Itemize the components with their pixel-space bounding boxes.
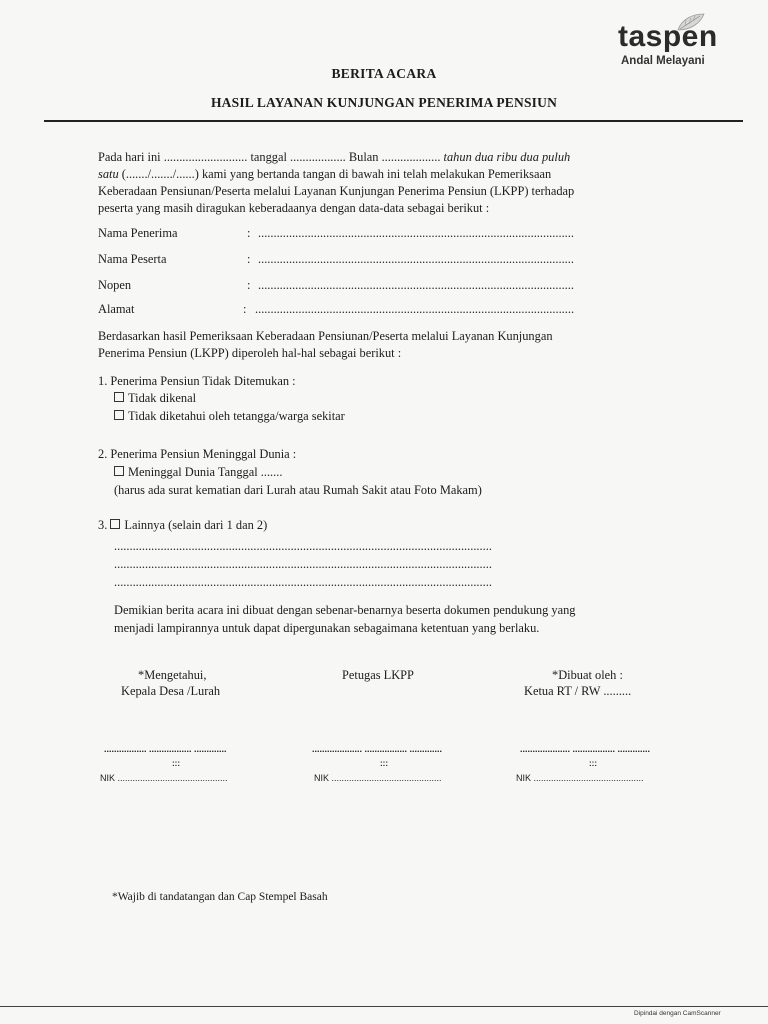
item-2-title: 2. Penerima Pensiun Meninggal Dunia : xyxy=(98,447,297,461)
field-value-nama-peserta: ...................................................................................................... xyxy=(258,252,574,266)
field-colon: : xyxy=(243,302,247,316)
intro-line-4: peserta yang masih diragukan keberadaanya dengan data-data sebagai berikut : xyxy=(98,201,490,215)
signature-3-title: Ketua RT / RW ......... xyxy=(524,684,632,698)
document-title: BERITA ACARA xyxy=(331,66,437,81)
signature-1-role: *Mengetahui, xyxy=(138,668,207,682)
header-divider xyxy=(44,120,743,122)
item-2-option-1-label: Meninggal Dunia Tanggal ....... xyxy=(128,465,283,479)
findings-line-2: Penerima Pensiun (LKPP) diperoleh hal-hal sebagai berikut : xyxy=(98,346,402,360)
field-value-nama-penerima: ...................................................................................................... xyxy=(258,226,574,240)
intro-year-text: tahun dua ribu dua puluh xyxy=(443,150,571,164)
intro-line-3: Keberadaan Pensiunan/Peserta melalui Layanan Kunjungan Penerima Pensiun (LKPP) terhadap xyxy=(98,184,575,198)
item-2-option-1 xyxy=(114,465,282,480)
signature-2-name-line: .................... ................. ............. xyxy=(312,744,443,754)
field-value-nopen: ...................................................................................................... xyxy=(258,278,574,292)
item-3-label: Lainnya (selain dari 1 dan 2) xyxy=(124,518,268,532)
field-label-nopen: Nopen xyxy=(98,278,132,292)
signature-1-name-line: ................. ................. ............. xyxy=(104,744,227,754)
footnote: *Wajib di tandatangan dan Cap Stempel Basah xyxy=(112,891,328,903)
item-3-dotted-line-1: .......................................................................................................................... xyxy=(114,539,492,553)
checkbox[interactable] xyxy=(114,466,124,476)
checkbox[interactable] xyxy=(114,410,124,420)
item-1-title: 1. Penerima Pensiun Tidak Ditemukan : xyxy=(98,374,296,388)
intro-line-2-text: (......./......./......) kami yang bertanda tangan di bawah ini telah melakukan Pemeriksaan xyxy=(121,167,552,181)
bottom-divider xyxy=(0,1006,768,1007)
intro-year-suffix: satu xyxy=(98,167,119,181)
field-colon: : xyxy=(247,278,251,292)
field-label-alamat: Alamat xyxy=(98,302,135,316)
field-colon: : xyxy=(247,226,251,240)
findings-line-1: Berdasarkan hasil Pemeriksaan Keberadaan Pensiunan/Peserta melalui Layanan Kunjungan xyxy=(98,329,553,343)
field-value-alamat: ....................................................................................................... xyxy=(255,302,575,316)
document-subtitle: HASIL LAYANAN KUNJUNGAN PENERIMA PENSIUN xyxy=(210,95,558,110)
field-label-nama-penerima: Nama Penerima xyxy=(98,226,178,240)
signature-1-separator: ::: xyxy=(172,759,180,768)
checkbox[interactable] xyxy=(110,519,120,529)
item-3-title xyxy=(98,518,267,533)
signature-2-nik: NIK ............................................ xyxy=(314,773,442,783)
signature-3-separator: ::: xyxy=(589,759,597,768)
item-1-option-1 xyxy=(114,391,196,406)
item-1-option-2 xyxy=(114,409,345,424)
item-2-note: (harus ada surat kematian dari Lurah atau Rumah Sakit atau Foto Makam) xyxy=(114,483,482,497)
signature-3-role: *Dibuat oleh : xyxy=(552,668,623,682)
item-1-option-1-label: Tidak dikenal xyxy=(128,391,197,405)
signature-2-role: Petugas LKPP xyxy=(342,668,414,682)
field-colon: : xyxy=(247,252,251,266)
item-3-dotted-line-3: .......................................................................................................................... xyxy=(114,575,492,589)
field-label-nama-peserta: Nama Peserta xyxy=(98,252,167,266)
closing-line-1: Demikian berita acara ini dibuat dengan sebenar-benarnya beserta dokumen pendukung yang xyxy=(114,603,576,617)
closing-line-2: menjadi lampirannya untuk dapat dipergunakan sebagaimana ketentuan yang berlaku. xyxy=(114,621,540,635)
brand-tagline: Andal Melayani xyxy=(621,55,705,67)
checkbox[interactable] xyxy=(114,392,124,402)
item-3-dotted-line-2: .......................................................................................................................... xyxy=(114,557,492,571)
signature-3-nik: NIK ............................................ xyxy=(516,773,644,783)
signature-1-nik: NIK ............................................ xyxy=(100,773,228,783)
intro-line-1 xyxy=(98,150,663,165)
item-1-option-2-label: Tidak diketahui oleh tetangga/warga sekitar xyxy=(128,409,345,423)
signature-3-name-line: .................... ................. ............. xyxy=(520,744,651,754)
intro-line-2 xyxy=(98,167,663,182)
signature-2-separator: ::: xyxy=(380,759,388,768)
item-3-number: 3. xyxy=(98,518,108,532)
intro-line-1-text: Pada hari ini ........................... tanggal .................. Bulan ................... xyxy=(98,150,441,164)
scanner-watermark: Dipindai dengan CamScanner xyxy=(634,1010,721,1017)
brand-name: taspen xyxy=(618,20,718,53)
signature-1-title: Kepala Desa /Lurah xyxy=(121,684,221,698)
